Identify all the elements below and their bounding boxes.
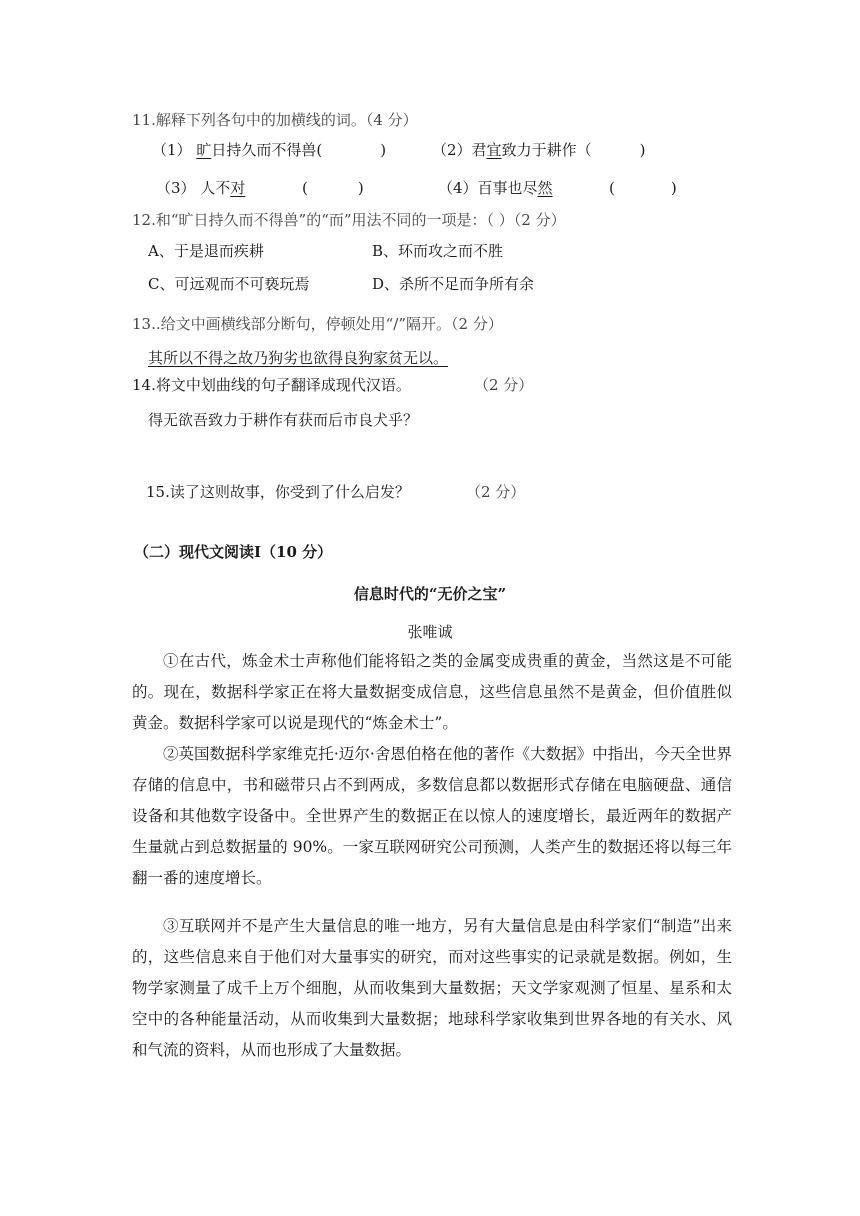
q12-option-a[interactable]: A、于是退而疾耕 <box>148 242 264 260</box>
open-paren: ( <box>609 179 615 197</box>
q11-item-1-key: 旷 <box>196 141 212 159</box>
q13-sentence: 其所以不得之故乃狗劣也欲得良狗家贫无以。 <box>148 349 449 367</box>
q12-option-d[interactable]: D、杀所不足而争所有余 <box>372 275 535 293</box>
q11-stem: 11.解释下列各句中的加横线的词。（4 分） <box>132 111 418 129</box>
section-heading: （二）现代文阅读Ⅰ（10 分） <box>134 543 333 561</box>
q11-item-4-key: 然 <box>537 179 553 197</box>
close-paren: ) <box>670 179 677 197</box>
q11-item-2-close: ) <box>639 141 646 159</box>
open-paren: ( <box>302 179 308 197</box>
q14-score: （2 分） <box>474 376 534 394</box>
q11-item-3-key: 对 <box>230 179 246 197</box>
q11-item-4-blank[interactable] <box>609 178 677 198</box>
q14-sentence: 得无欲吾致力于耕作有获而后市良犬乎？ <box>148 411 419 429</box>
q15-stem: 15.读了这则故事，你受到了什么启发？ <box>146 483 410 501</box>
q11-item-1-pre: （1） <box>152 141 197 159</box>
q11-item-4 <box>438 178 553 198</box>
article-author: 张唯诚 <box>407 623 453 641</box>
q12-stem: 12.和“旷日持久而不得兽”的“而”用法不同的一项是：（ ）（2 分） <box>132 211 566 229</box>
q11-item-1 <box>152 140 386 160</box>
q11-item-1-close: ) <box>380 141 387 159</box>
q11-item-2-pre: （2）君 <box>432 141 487 159</box>
article-paragraph-1: ①在古代，炼金术士声称他们能将铅之类的金属变成贵重的黄金，当然这是不可能的。现在，数据科学家正在将大量数据变成信息，这些信息虽然不是黄金，但价值胜似黄金。数据科学家可以说是现代的“炼金术士”。 <box>132 652 732 732</box>
q12-option-b[interactable]: B、环而攻之而不胜 <box>372 242 504 260</box>
q11-item-3-blank[interactable] <box>302 178 364 198</box>
q11-item-4-pre: （4）百事也尽 <box>438 179 538 197</box>
q11-item-2-post: 致力于耕作（ <box>501 141 592 159</box>
q13-stem: 13..给文中画横线部分断句，停顿处用“/”隔开。（2 分） <box>132 315 503 333</box>
q12-option-c[interactable]: C、可远观而不可亵玩焉 <box>148 275 310 293</box>
q14-stem <box>132 375 411 395</box>
q11-item-3-pre: （3） 人不 <box>156 179 231 197</box>
q11-item-2 <box>432 140 645 160</box>
close-paren: ) <box>357 179 364 197</box>
article-paragraph-3: ③互联网并不是产生大量信息的唯一地方，另有大量信息是由科学家们“制造”出来的，这些信息来自于他们对大量事实的研究，而对这些事实的记录就是数据。例如，生物学家测量了成千上万个细胞，从而收集到大量数据；天文学家观测了恒星、星系和太空中的各种能量活动，从而收集到大量数据；地球科学家收集到世界各地的有关水、风和气流的资料，从而也形成了大量数据。 <box>132 917 732 1059</box>
q11-item-2-key: 宜 <box>486 141 502 159</box>
q14-stem-text: 14.将文中划曲线的句子翻译成现代汉语。 <box>132 376 411 394</box>
q15-score: （2 分） <box>466 483 526 501</box>
article-title: 信息时代的“无价之宝” <box>353 585 507 603</box>
q11-item-1-post: 日持久而不得兽( <box>211 141 323 159</box>
q11-item-3 <box>156 178 245 198</box>
article-paragraph-2: ②英国数据科学家维克托·迈尔·舍恩伯格在他的著作《大数据》中指出，今天全世界存储的信息中，书和磁带只占不到两成，多数信息都以数据形式存储在电脑硬盘、通信设备和其他数字设备中。全世界产生的数据正在以惊人的速度增长，最近两年的数据产生量就占到总数据量的 90%。一家互联网研究公司预测，人类产生的数据还将以每三年翻一番的速度增长。 <box>132 745 732 887</box>
